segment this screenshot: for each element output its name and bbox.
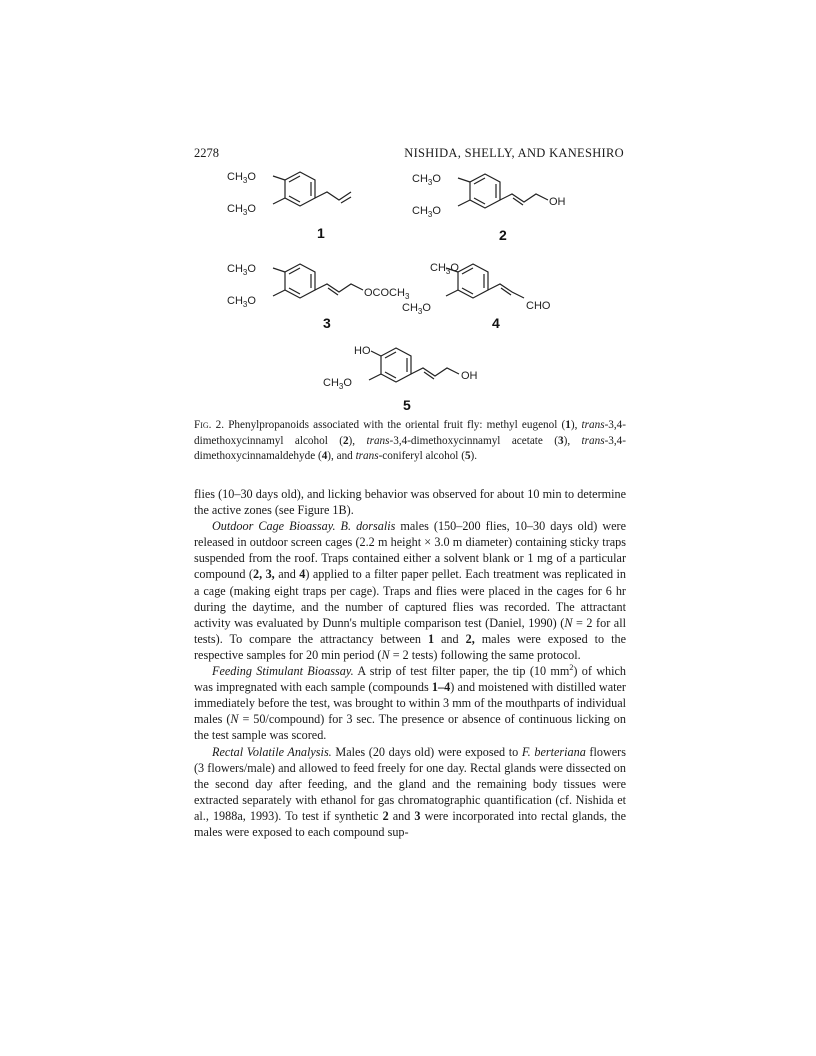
compound-2-oh: OH [549,196,566,208]
paragraph-outdoor-cage: Outdoor Cage Bioassay. B. dorsalis males (150–200 flies, 10–30 days old) were released in outdoor screen cages (2.2 m height × 3.0 m diameter) containing sticky traps suspended from the roof. Traps contained either a solvent blank or 1 mg of a particular compound (2, 3, and 4) applied to a filter paper pellet. Each treatment was replicated in a cage (making eight traps per cage). Traps and flies were placed in the cages for 6 hr during the daytime, and the number of captured flies was recorded. The attractant activity was evaluated by Dunn's multiple comparison test (Daniel, 1990) (N = 2 for all tests). To compare the attractancy between 1 and 2, males were exposed to the respective samples for 20 min period (N = 2 tests) following the same protocol. [194,519,626,662]
compound-2-number: 2 [499,227,507,243]
compound-1-number: 1 [317,225,325,241]
compound-5-oh: OH [461,370,478,382]
compound-3-group-upper: $CH_3O$ [227,263,256,277]
compound-1-group-lower: $CH_3O$ [227,203,256,217]
compound-4-cho: CHO [526,300,551,312]
body-text [194,486,626,840]
compound-3-structure [273,264,363,298]
page-number: 2278 [194,146,219,160]
compound-5-number: 5 [403,397,411,413]
compound-4-number: 4 [492,315,500,331]
running-head: NISHIDA, SHELLY, AND KANESHIRO [404,146,624,160]
compound-3-ester: $OCOCH_3$ [364,287,410,301]
figure-caption: Fig. 2. Phenylpropanoids associated with the oriental fruit fly: methyl eugenol (1), trans-3,4-dimethoxycinnamyl alcohol (2), trans-3,4-dimethoxycinnamyl acetate (3), trans-3,4-dimethoxycinnamaldehyde (4), and trans-coniferyl alcohol (5). [194,419,626,462]
chemical-structures-figure [190,168,630,418]
compound-2-structure [458,174,548,208]
compound-5-ho: HO [354,345,371,357]
compound-1-group-upper: $CH_3O$ [227,171,256,185]
compound-3-group-lower: $CH_3O$ [227,295,256,309]
compound-5-group-lower: $CH_3O$ [323,377,352,391]
compound-2-group-upper: $CH_3O$ [412,173,441,187]
compound-4-group-lower: $CH_3O$ [402,302,431,316]
compound-3-number: 3 [323,315,331,331]
paragraph-rectal-volatile: Rectal Volatile Analysis. Males (20 days old) were exposed to F. berteriana flowers (3 flowers/male) and allowed to feed freely for one day. Rectal glands were dissected on the second day after feeding, and the gland and the remaining body tissues were extracted separately with ethanol for gas chromatographic quantification (cf. Nishida et al., 1988a, 1993). To test if synthetic 2 and 3 were incorporated into rectal glands, the males were exposed to each compound sup- [194,744,626,839]
paragraph-feeding-stimulant: Feeding Stimulant Bioassay. A strip of test filter paper, the tip (10 $mm^2$) of which was impregnated with each sample (compounds 1–4) and moistened with distilled water immediately before the test, was brought to within 3 mm of the mouthparts of individual males (N = 50/compound) for 3 sec. The presence or absence of continuous licking on the test sample was scored. [194,662,626,743]
compound-5-structure [369,348,459,382]
compound-2-group-lower: $CH_3O$ [412,205,441,219]
compound-4-group-upper: $CH_3O$ [430,262,459,276]
paragraph-1: flies (10–30 days old), and licking behavior was observed for about 10 min to determine the active zones (see Figure 1B). [194,487,626,518]
structures-svg [190,168,630,418]
compound-1-structure [273,172,351,206]
